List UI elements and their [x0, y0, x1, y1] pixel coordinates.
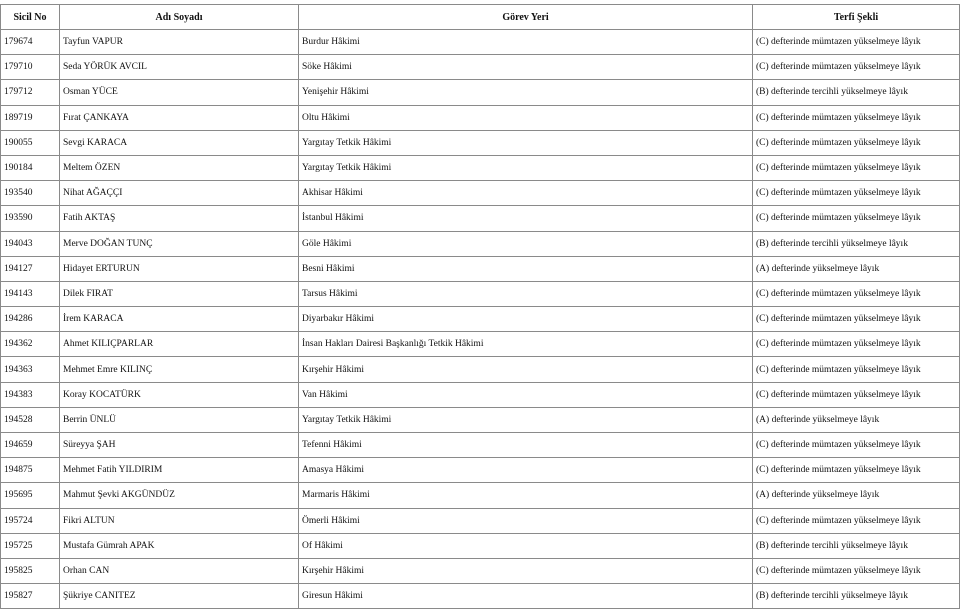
- cell-sicil-no: 179712: [1, 80, 60, 105]
- cell-terfi-sekli: (B) defterinde tercihli yükselmeye lâyık: [753, 584, 960, 609]
- header-adi-soyadi: Adı Soyadı: [60, 5, 299, 30]
- header-sicil-no: Sicil No: [1, 5, 60, 30]
- cell-adi-soyadi: İrem KARACA: [60, 307, 299, 332]
- cell-adi-soyadi: Osman YÜCE: [60, 80, 299, 105]
- cell-gorev-yeri: Yargıtay Tetkik Hâkimi: [299, 130, 753, 155]
- table-row: [1, 281, 960, 306]
- table-row: [1, 508, 960, 533]
- cell-terfi-sekli: (C) defterinde mümtazen yükselmeye lâyık: [753, 30, 960, 55]
- cell-adi-soyadi: Merve DOĞAN TUNÇ: [60, 231, 299, 256]
- cell-terfi-sekli: (C) defterinde mümtazen yükselmeye lâyık: [753, 382, 960, 407]
- table-row: [1, 433, 960, 458]
- table-row: [1, 533, 960, 558]
- table-row: [1, 30, 960, 55]
- cell-sicil-no: 194363: [1, 357, 60, 382]
- cell-terfi-sekli: (C) defterinde mümtazen yükselmeye lâyık: [753, 508, 960, 533]
- cell-sicil-no: 194043: [1, 231, 60, 256]
- cell-gorev-yeri: Kırşehir Hâkimi: [299, 558, 753, 583]
- cell-adi-soyadi: Mehmet Emre KILINÇ: [60, 357, 299, 382]
- table-row: [1, 256, 960, 281]
- cell-terfi-sekli: (C) defterinde mümtazen yükselmeye lâyık: [753, 181, 960, 206]
- cell-terfi-sekli: (C) defterinde mümtazen yükselmeye lâyık: [753, 307, 960, 332]
- table-row: [1, 307, 960, 332]
- cell-terfi-sekli: (C) defterinde mümtazen yükselmeye lâyık: [753, 206, 960, 231]
- table-row: [1, 483, 960, 508]
- cell-gorev-yeri: Yenişehir Hâkimi: [299, 80, 753, 105]
- cell-gorev-yeri: Burdur Hâkimi: [299, 30, 753, 55]
- cell-terfi-sekli: (C) defterinde mümtazen yükselmeye lâyık: [753, 281, 960, 306]
- cell-adi-soyadi: Tayfun VAPUR: [60, 30, 299, 55]
- cell-gorev-yeri: Yargıtay Tetkik Hâkimi: [299, 155, 753, 180]
- cell-terfi-sekli: (A) defterinde yükselmeye lâyık: [753, 407, 960, 432]
- cell-terfi-sekli: (A) defterinde yükselmeye lâyık: [753, 483, 960, 508]
- cell-adi-soyadi: Mustafa Gümrah APAK: [60, 533, 299, 558]
- cell-adi-soyadi: Mahmut Şevki AKGÜNDÜZ: [60, 483, 299, 508]
- table-row: [1, 105, 960, 130]
- cell-sicil-no: 194143: [1, 281, 60, 306]
- cell-gorev-yeri: Akhisar Hâkimi: [299, 181, 753, 206]
- cell-sicil-no: 193540: [1, 181, 60, 206]
- cell-sicil-no: 195724: [1, 508, 60, 533]
- table-row: [1, 357, 960, 382]
- header-gorev-yeri: Görev Yeri: [299, 5, 753, 30]
- cell-terfi-sekli: (C) defterinde mümtazen yükselmeye lâyık: [753, 105, 960, 130]
- table-row: [1, 181, 960, 206]
- table-row: [1, 558, 960, 583]
- cell-adi-soyadi: Berrin ÜNLÜ: [60, 407, 299, 432]
- cell-gorev-yeri: Oltu Hâkimi: [299, 105, 753, 130]
- cell-terfi-sekli: (C) defterinde mümtazen yükselmeye lâyık: [753, 155, 960, 180]
- cell-adi-soyadi: Meltem ÖZEN: [60, 155, 299, 180]
- cell-sicil-no: 194383: [1, 382, 60, 407]
- cell-adi-soyadi: Dilek FIRAT: [60, 281, 299, 306]
- table-row: [1, 206, 960, 231]
- table-row: [1, 332, 960, 357]
- cell-sicil-no: 179710: [1, 55, 60, 80]
- cell-adi-soyadi: Hidayet ERTURUN: [60, 256, 299, 281]
- cell-terfi-sekli: (A) defterinde yükselmeye lâyık: [753, 256, 960, 281]
- cell-sicil-no: 194659: [1, 433, 60, 458]
- cell-gorev-yeri: Ömerli Hâkimi: [299, 508, 753, 533]
- table-row: [1, 231, 960, 256]
- table-row: [1, 80, 960, 105]
- cell-terfi-sekli: (C) defterinde mümtazen yükselmeye lâyık: [753, 55, 960, 80]
- table-body: [1, 30, 960, 609]
- cell-adi-soyadi: Şükriye CANITEZ: [60, 584, 299, 609]
- cell-sicil-no: 179674: [1, 30, 60, 55]
- promotion-table: [0, 4, 960, 609]
- cell-sicil-no: 193590: [1, 206, 60, 231]
- cell-terfi-sekli: (C) defterinde mümtazen yükselmeye lâyık: [753, 332, 960, 357]
- cell-gorev-yeri: Göle Hâkimi: [299, 231, 753, 256]
- cell-adi-soyadi: Ahmet KILIÇPARLAR: [60, 332, 299, 357]
- cell-gorev-yeri: Kırşehir Hâkimi: [299, 357, 753, 382]
- cell-sicil-no: 194286: [1, 307, 60, 332]
- cell-adi-soyadi: Seda YÖRÜK AVCIL: [60, 55, 299, 80]
- cell-terfi-sekli: (C) defterinde mümtazen yükselmeye lâyık: [753, 558, 960, 583]
- cell-gorev-yeri: Besni Hâkimi: [299, 256, 753, 281]
- cell-sicil-no: 189719: [1, 105, 60, 130]
- cell-gorev-yeri: Giresun Hâkimi: [299, 584, 753, 609]
- cell-terfi-sekli: (C) defterinde mümtazen yükselmeye lâyık: [753, 357, 960, 382]
- cell-sicil-no: 195725: [1, 533, 60, 558]
- table-row: [1, 382, 960, 407]
- table-row: [1, 130, 960, 155]
- cell-adi-soyadi: Fırat ÇANKAYA: [60, 105, 299, 130]
- cell-terfi-sekli: (C) defterinde mümtazen yükselmeye lâyık: [753, 458, 960, 483]
- cell-sicil-no: 194127: [1, 256, 60, 281]
- cell-adi-soyadi: Süreyya ŞAH: [60, 433, 299, 458]
- cell-gorev-yeri: Van Hâkimi: [299, 382, 753, 407]
- cell-gorev-yeri: Tarsus Hâkimi: [299, 281, 753, 306]
- cell-sicil-no: 194875: [1, 458, 60, 483]
- cell-sicil-no: 195825: [1, 558, 60, 583]
- table-row: [1, 55, 960, 80]
- cell-adi-soyadi: Orhan CAN: [60, 558, 299, 583]
- cell-sicil-no: 195827: [1, 584, 60, 609]
- cell-terfi-sekli: (C) defterinde mümtazen yükselmeye lâyık: [753, 433, 960, 458]
- table-row: [1, 584, 960, 609]
- header-row: [1, 5, 960, 30]
- table-row: [1, 155, 960, 180]
- cell-gorev-yeri: Tefenni Hâkimi: [299, 433, 753, 458]
- cell-adi-soyadi: Mehmet Fatih YILDIRIM: [60, 458, 299, 483]
- header-terfi-sekli: Terfi Şekli: [753, 5, 960, 30]
- cell-terfi-sekli: (B) defterinde tercihli yükselmeye lâyık: [753, 80, 960, 105]
- cell-sicil-no: 194528: [1, 407, 60, 432]
- cell-gorev-yeri: Amasya Hâkimi: [299, 458, 753, 483]
- cell-adi-soyadi: Nihat AĞAÇÇI: [60, 181, 299, 206]
- table-row: [1, 458, 960, 483]
- cell-terfi-sekli: (B) defterinde tercihli yükselmeye lâyık: [753, 533, 960, 558]
- cell-sicil-no: 194362: [1, 332, 60, 357]
- cell-terfi-sekli: (C) defterinde mümtazen yükselmeye lâyık: [753, 130, 960, 155]
- cell-gorev-yeri: Yargıtay Tetkik Hâkimi: [299, 407, 753, 432]
- cell-gorev-yeri: İstanbul Hâkimi: [299, 206, 753, 231]
- cell-adi-soyadi: Sevgi KARACA: [60, 130, 299, 155]
- table-row: [1, 407, 960, 432]
- cell-gorev-yeri: Of Hâkimi: [299, 533, 753, 558]
- cell-sicil-no: 190055: [1, 130, 60, 155]
- cell-sicil-no: 190184: [1, 155, 60, 180]
- cell-adi-soyadi: Koray KOCATÜRK: [60, 382, 299, 407]
- cell-gorev-yeri: Söke Hâkimi: [299, 55, 753, 80]
- cell-adi-soyadi: Fatih AKTAŞ: [60, 206, 299, 231]
- cell-gorev-yeri: İnsan Hakları Dairesi Başkanlığı Tetkik Hâkimi: [299, 332, 753, 357]
- cell-gorev-yeri: Marmaris Hâkimi: [299, 483, 753, 508]
- cell-terfi-sekli: (B) defterinde tercihli yükselmeye lâyık: [753, 231, 960, 256]
- cell-adi-soyadi: Fikri ALTUN: [60, 508, 299, 533]
- cell-gorev-yeri: Diyarbakır Hâkimi: [299, 307, 753, 332]
- cell-sicil-no: 195695: [1, 483, 60, 508]
